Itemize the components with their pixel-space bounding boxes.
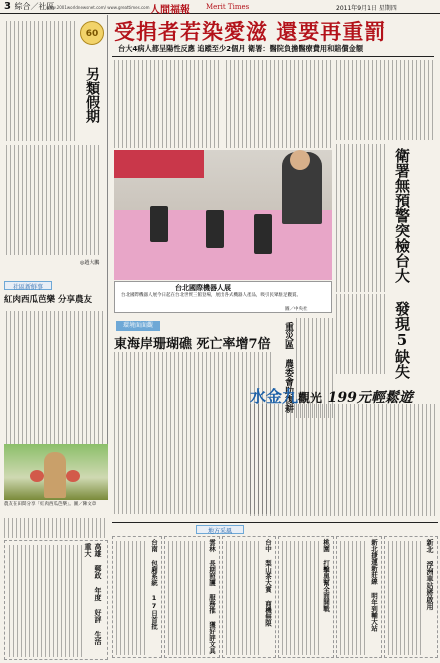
local-item-2 <box>336 536 382 658</box>
local-text-7 <box>9 545 85 657</box>
lead-text-1 <box>114 60 222 148</box>
farmer-photo <box>4 444 108 500</box>
tour-text <box>250 404 436 516</box>
local-head-4: 台中 梨山茶大賞 商機無限 <box>264 539 272 627</box>
robot-2 <box>206 210 224 248</box>
fruit-right <box>66 470 80 482</box>
local-text-2 <box>340 541 368 655</box>
local-text-5 <box>168 541 206 655</box>
local-text-4 <box>226 541 262 655</box>
side-text-block-2 <box>6 145 102 255</box>
lead-headline: 受捐者若染愛滋 還要再重罰 <box>114 19 387 44</box>
header-url: www.2001worldnewsnet.com/ www.greattimes.com <box>46 5 150 10</box>
person-head <box>290 150 310 170</box>
local-news-items <box>112 536 438 660</box>
local-item-4 <box>222 536 276 658</box>
local-news-rule <box>112 522 438 523</box>
side-title: 另類假期 <box>84 67 100 123</box>
lead-text-3 <box>336 60 434 140</box>
page-number-value: 3 <box>4 1 11 12</box>
farmer-photo-caption: 農友在田間分享「紅肉西瓜芭樂」。圖／陳文章 <box>4 502 97 507</box>
robot-caption-box <box>114 281 332 313</box>
local-item-1 <box>384 536 438 658</box>
side-column <box>0 15 108 465</box>
community-tag: 社區新鮮事 <box>4 281 52 290</box>
local-head-2: 新北捷運新莊線 明年到輔大站 <box>370 539 378 632</box>
robot-3 <box>254 214 272 254</box>
tour-headline-blue: 水金九 <box>250 387 299 406</box>
health-text-2 <box>336 294 386 374</box>
local-head-5: 雲林 長期照護 服務推 獲好評文具 <box>208 539 216 654</box>
local-item-6 <box>112 536 162 658</box>
local-text-1 <box>388 541 422 655</box>
side-text-block-3 <box>4 518 108 538</box>
masthead-english: Merit Times <box>206 3 250 11</box>
tour-headline-price: 199元輕鬆遊 <box>327 390 413 406</box>
robot-1 <box>150 206 168 242</box>
health-headline: 衛署無預警突檢台大 發現5缺失 <box>393 148 411 379</box>
lead-subhead: 台大4病人都呈陽性反應 追蹤至少2個月 衛署：醫院負擔醫療費用和賠償金額 <box>118 44 364 53</box>
community-headline: 紅肉西瓜芭樂 分享農友 <box>4 295 92 305</box>
local-item-5 <box>164 536 220 658</box>
local-item-3 <box>278 536 334 658</box>
health-text-1 <box>336 144 386 292</box>
robot-photo <box>114 150 332 280</box>
robot-caption-title: 台北國際機器人展 <box>175 284 231 292</box>
local-head-1: 新北 浮洲車站將啟用 <box>426 539 434 610</box>
anniversary-badge: 60 <box>80 21 104 45</box>
local-head-7: 高雄 郵政 年度 好評 生活 重大 <box>84 543 102 645</box>
lead-rule <box>112 56 434 57</box>
side-text-block-1 <box>6 21 78 141</box>
local-text-6 <box>116 541 148 655</box>
local-head-3: 桃園 打擊黑幫全面開戰 <box>322 539 330 612</box>
fruit-left <box>30 470 44 482</box>
forum-headline: 重災區 農委會助復耕 <box>283 322 293 413</box>
issue-date: 2011年9月1日 星期四 <box>336 5 397 12</box>
local-news-tag: 地方采風 <box>196 525 244 534</box>
environment-tag: 環境面面觀 <box>116 321 160 331</box>
local-item-7 <box>4 540 108 660</box>
section-name: 綜合／社區 <box>14 2 55 11</box>
side-author: ◎趙大鵬 <box>80 260 100 266</box>
local-head-6: 台南 包廂系統 17日首批 <box>150 539 158 630</box>
booth-banner <box>114 150 204 178</box>
lead-text-2 <box>226 60 332 148</box>
robot-photo-credit: 圖／中央社 <box>285 307 308 312</box>
community-text <box>6 311 104 445</box>
tour-headline-mid: 觀光 <box>298 391 323 405</box>
robot-caption-text: 台北國際機器人展今日起在台北世貿三館登場，展出各式機器人產品，吸引民眾駐足觀賞。 <box>121 293 301 298</box>
masthead-logo: 人間福報 <box>150 5 190 16</box>
local-text-3 <box>282 541 320 655</box>
reef-headline: 東海岸珊瑚礁 死亡率增7倍 <box>114 337 271 352</box>
farmer-figure <box>44 452 66 498</box>
